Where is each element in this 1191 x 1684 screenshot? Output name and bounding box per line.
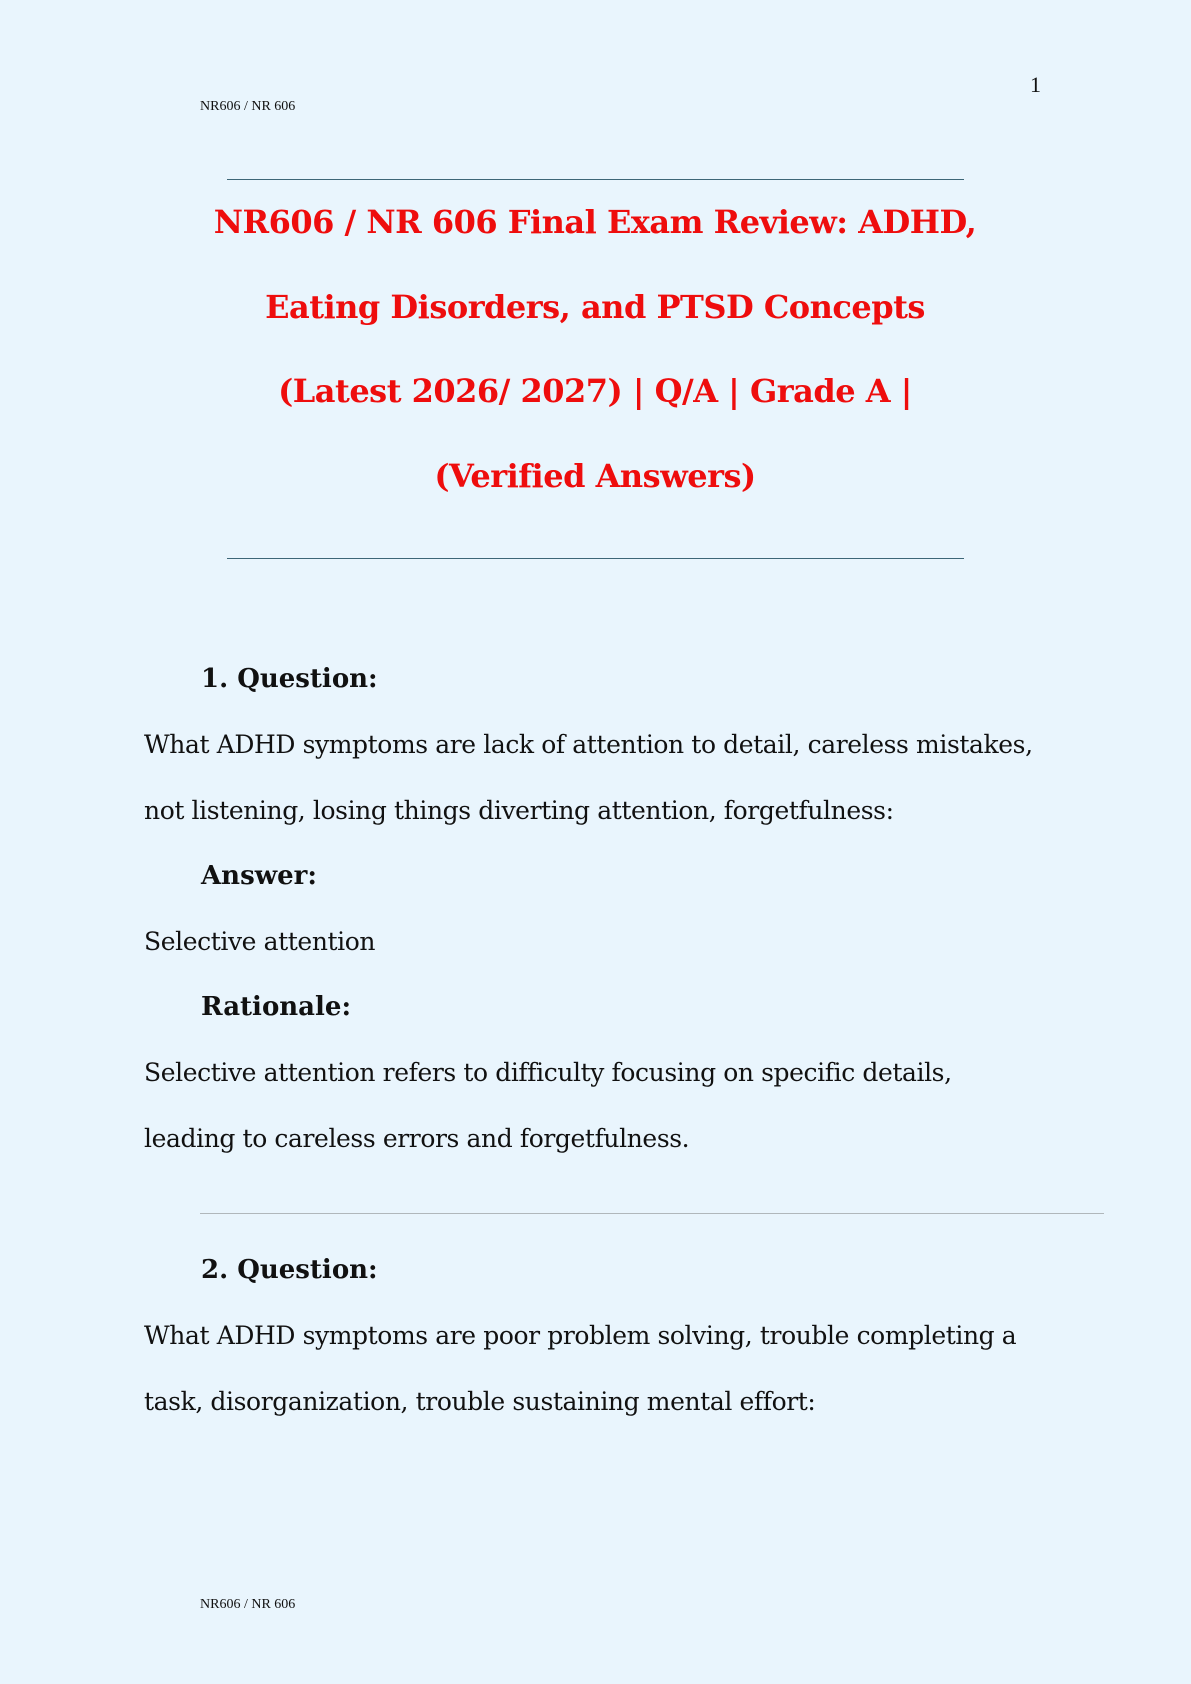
page-number: 1 <box>1030 72 1041 97</box>
title-rule-bottom <box>227 558 964 559</box>
footer-label: NR606 / NR 606 <box>200 1597 296 1612</box>
question-1-text: What ADHD symptoms are lack of attention to detail, careless mistakes, not listening, losing things diverting attention, forgetfulness: <box>144 730 1033 825</box>
question-1-heading: 1. Question: <box>201 664 378 694</box>
answer-1-text: Selective attention <box>144 927 376 956</box>
title-line-2: Eating Disorders, and PTSD Concepts <box>265 287 925 326</box>
answer-1-label: Answer: <box>201 861 317 891</box>
title-line-4: (Verified Answers) <box>434 456 756 495</box>
title-line-1: NR606 / NR 606 Final Exam Review: ADHD, <box>213 203 977 241</box>
title-rule-top <box>227 179 964 180</box>
question-2-heading: 2. Question: <box>201 1255 378 1285</box>
rationale-1-text: Selective attention refers to difficulty focusing on specific details, leading to careless errors and forgetfulness. <box>144 1058 952 1153</box>
title-line-3: (Latest 2026/ 2027) | Q/A | Grade A | <box>278 372 912 410</box>
document-title <box>200 196 990 534</box>
question-2-text: What ADHD symptoms are poor problem solving, trouble completing a task, disorganization, trouble sustaining mental effort: <box>144 1321 1017 1416</box>
question-divider <box>200 1213 1104 1214</box>
header-label: NR606 / NR 606 <box>200 99 296 114</box>
rationale-1-label: Rationale: <box>201 992 352 1022</box>
